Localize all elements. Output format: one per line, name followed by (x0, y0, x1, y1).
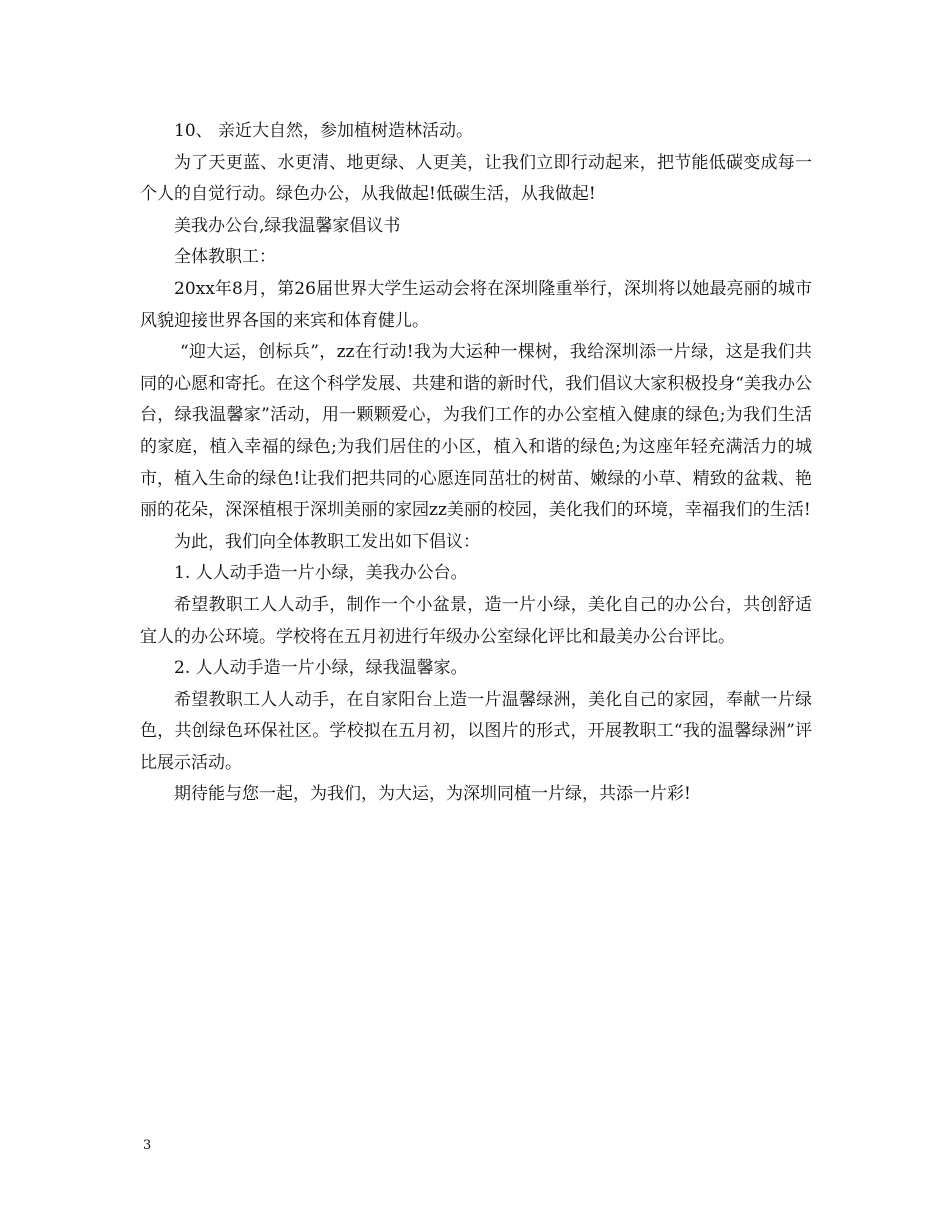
closing-appeal-paragraph: 为了天更蓝、水更清、地更绿、人更美，让我们立即行动起来，把节能低碳变成每一个人的自觉行动。绿色办公，从我做起!低碳生活，从我做起! (140, 152, 812, 205)
proposal-lead-in: 为此，我们向全体教职工发出如下倡议： (174, 531, 480, 552)
salutation: 全体教职工： (174, 247, 276, 268)
proposal-item-1-heading: 1. 人人动手造一片小绿，美我办公台。 (174, 563, 468, 584)
list-item-10: 10、 亲近大自然，参加植树造林活动。 (174, 121, 474, 141)
closing-paragraph: 期待能与您一起，为我们，为大运，为深圳同植一片绿，共添一片彩! (174, 784, 691, 805)
proposal-item-1-body: 希望教职工人人动手，制作一个小盆景，造一片小绿，美化自己的办公台，共创舒适宜人的办公环境。学校将在五月初进行年级办公室绿化评比和最美办公台评比。 (140, 594, 812, 647)
proposal-item-2-body: 希望教职工人人动手，在自家阳台上造一片温馨绿洲，美化自己的家园，奉献一片绿色，共创绿色环保社区。学校拟在五月初，以图片的形式，开展教职工“我的温馨绿洲”评比展示活动。 (140, 689, 812, 773)
event-intro-paragraph: 20xx年8月，第26届世界大学生运动会将在深圳隆重举行，深圳将以她最亮丽的城市风貌迎接世界各国的来宾和体育健儿。 (140, 278, 812, 331)
proposal-item-2-heading: 2. 人人动手造一片小绿，绿我温馨家。 (174, 658, 468, 679)
proposal-title: 美我办公台,绿我温馨家倡议书 (174, 215, 401, 236)
initiative-paragraph: “迎大运，创标兵”，zz在行动!我为大运种一棵树，我给深圳添一片绿，这是我们共同的心愿和寄托。在这个科学发展、共建和谐的新时代，我们倡议大家积极投身“美我办公台，绿我温馨家”活动，用一颗颗爱心，为我们工作的办公室植入健康的绿色;为我们生活的家庭，植入幸福的绿色;为我们居住的小区，植入和谐的绿色;为这座年轻充满活力的城市，植入生命的绿色!让我们把共同的心愿连同茁壮的树苗、嫩绿的小草、精致的盆栽、艳丽的花朵，深深植根于深圳美丽的家园zz美丽的校园，美化我们的环境，幸福我们的生活! (140, 342, 812, 521)
page-number: 3 (143, 1138, 152, 1153)
document-body (140, 116, 812, 811)
